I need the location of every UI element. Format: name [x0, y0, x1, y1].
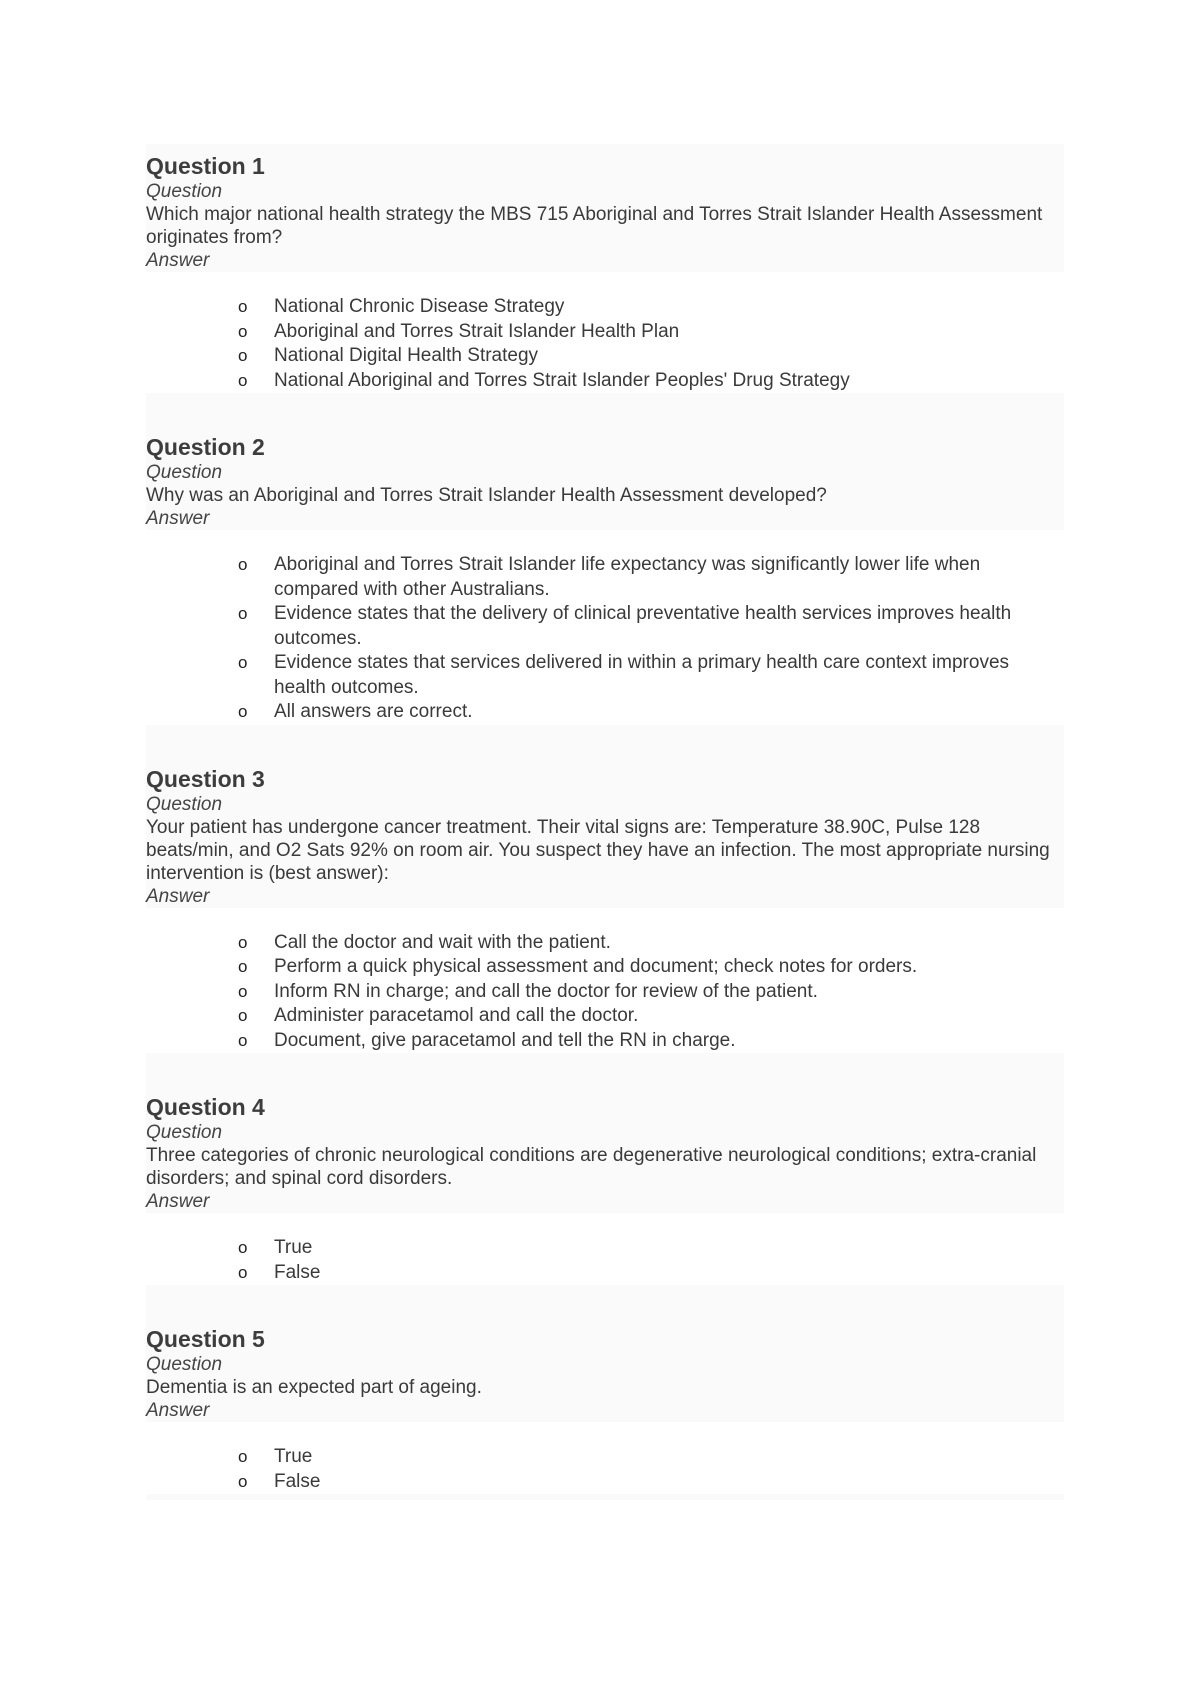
- answer-option[interactable]: [238, 344, 1064, 369]
- question-title: Question 3: [146, 765, 265, 792]
- answer-option-text: Aboriginal and Torres Strait Islander Health Plan: [274, 320, 680, 342]
- answer-option-text: True: [274, 1237, 313, 1258]
- answer-option-text: Evidence states that services delivered in within a primary health care context improves health outcomes.: [274, 652, 1010, 698]
- question-label: Question: [146, 462, 223, 483]
- bullet-icon: o: [238, 321, 248, 341]
- answer-option[interactable]: [238, 320, 1064, 345]
- answer-option[interactable]: [238, 602, 1064, 651]
- question-label: Question: [146, 181, 223, 202]
- answer-label: Answer: [146, 1191, 210, 1212]
- bullet-icon: o: [238, 1471, 248, 1491]
- question-text: Dementia is an expected part of ageing.: [146, 1377, 482, 1398]
- answer-option-text: National Digital Health Strategy: [274, 345, 539, 366]
- answer-option[interactable]: [238, 1470, 1064, 1495]
- bullet-icon: o: [238, 702, 248, 721]
- answer-option[interactable]: [238, 931, 1064, 956]
- answer-options: [146, 1213, 1064, 1285]
- answer-options: [146, 908, 1064, 1054]
- bullet-icon: o: [238, 297, 248, 316]
- question-text: Your patient has undergone cancer treatment. Their vital signs are: Temperature 38.90C, Pulse 128 beats/min, and O2 Sats 92% on room air. You suspect they have an infection. The most appropriate nursing intervention is (best answer):: [146, 816, 1050, 884]
- answer-option[interactable]: [238, 1261, 1064, 1286]
- answer-option[interactable]: [238, 1445, 1064, 1470]
- answer-option[interactable]: [238, 553, 1064, 602]
- answer-label: Answer: [146, 250, 210, 271]
- bullet-icon: o: [238, 981, 248, 1001]
- answer-option[interactable]: [238, 700, 1064, 725]
- answer-label: Answer: [146, 885, 210, 907]
- answer-option-text: All answers are correct.: [274, 701, 473, 722]
- answer-option[interactable]: [238, 651, 1064, 700]
- question-text: Three categories of chronic neurological conditions are degenerative neurological conditions; extra-cranial disorders; and spinal cord disorders.: [146, 1145, 1037, 1189]
- answer-option-text: Evidence states that the delivery of clinical preventative health services improves health outcomes.: [274, 603, 1012, 649]
- answer-label: Answer: [146, 508, 210, 529]
- bullet-icon: o: [238, 1447, 248, 1466]
- answer-option[interactable]: [238, 1029, 1064, 1054]
- question-label: Question: [146, 1122, 223, 1143]
- answer-option-text: False: [274, 1470, 321, 1492]
- question-title: Question 2: [146, 434, 265, 460]
- bullet-icon: o: [238, 957, 248, 976]
- answer-option-text: National Chronic Disease Strategy: [274, 296, 565, 317]
- answer-option-text: True: [274, 1446, 313, 1467]
- question-4: [146, 1085, 1064, 1285]
- answer-options: [146, 1422, 1064, 1494]
- answer-option[interactable]: [238, 1236, 1064, 1261]
- question-title: Question 5: [146, 1326, 265, 1352]
- answer-option[interactable]: [238, 980, 1064, 1005]
- question-title: Question 4: [146, 1094, 265, 1120]
- answer-option-text: Document, give paracetamol and tell the RN in charge.: [274, 1029, 736, 1051]
- answer-option-text: Inform RN in charge; and call the doctor for review of the patient.: [274, 980, 818, 1002]
- question-1: [146, 144, 1064, 393]
- answer-option-text: Administer paracetamol and call the doctor.: [274, 1005, 639, 1026]
- bullet-icon: o: [238, 932, 248, 952]
- question-text: Why was an Aboriginal and Torres Strait Islander Health Assessment developed?: [146, 485, 827, 506]
- bullet-icon: o: [238, 555, 248, 574]
- answer-options: [146, 272, 1064, 393]
- answer-option[interactable]: [238, 295, 1064, 320]
- question-title: Question 1: [146, 153, 265, 179]
- question-3: [146, 757, 1064, 1054]
- answer-option[interactable]: [238, 1004, 1064, 1029]
- question-2: [146, 425, 1064, 725]
- bullet-icon: o: [238, 604, 248, 623]
- answer-options: [146, 530, 1064, 725]
- quiz-document: [146, 144, 1064, 1500]
- question-text: Which major national health strategy the MBS 715 Aboriginal and Torres Strait Islander Health Assessment originates from?: [146, 204, 1043, 248]
- answer-option-text: Aboriginal and Torres Strait Islander life expectancy was significantly lower life when compared with other Australians.: [274, 554, 981, 600]
- answer-option-text: Call the doctor and wait with the patient.: [274, 931, 611, 953]
- bullet-icon: o: [238, 346, 248, 365]
- question-5: [146, 1317, 1064, 1500]
- answer-option-text: Perform a quick physical assessment and document; check notes for orders.: [274, 956, 918, 977]
- bullet-icon: o: [238, 1006, 248, 1025]
- answer-option[interactable]: [238, 955, 1064, 980]
- answer-option[interactable]: [238, 369, 1064, 394]
- bullet-icon: o: [238, 653, 248, 672]
- answer-label: Answer: [146, 1400, 210, 1421]
- bullet-icon: o: [238, 370, 248, 390]
- question-label: Question: [146, 793, 223, 815]
- answer-option-text: False: [274, 1261, 321, 1283]
- bullet-icon: o: [238, 1262, 248, 1282]
- bullet-icon: o: [238, 1030, 248, 1050]
- bullet-icon: o: [238, 1238, 248, 1257]
- question-label: Question: [146, 1354, 223, 1375]
- answer-option-text: National Aboriginal and Torres Strait Islander Peoples' Drug Strategy: [274, 369, 850, 391]
